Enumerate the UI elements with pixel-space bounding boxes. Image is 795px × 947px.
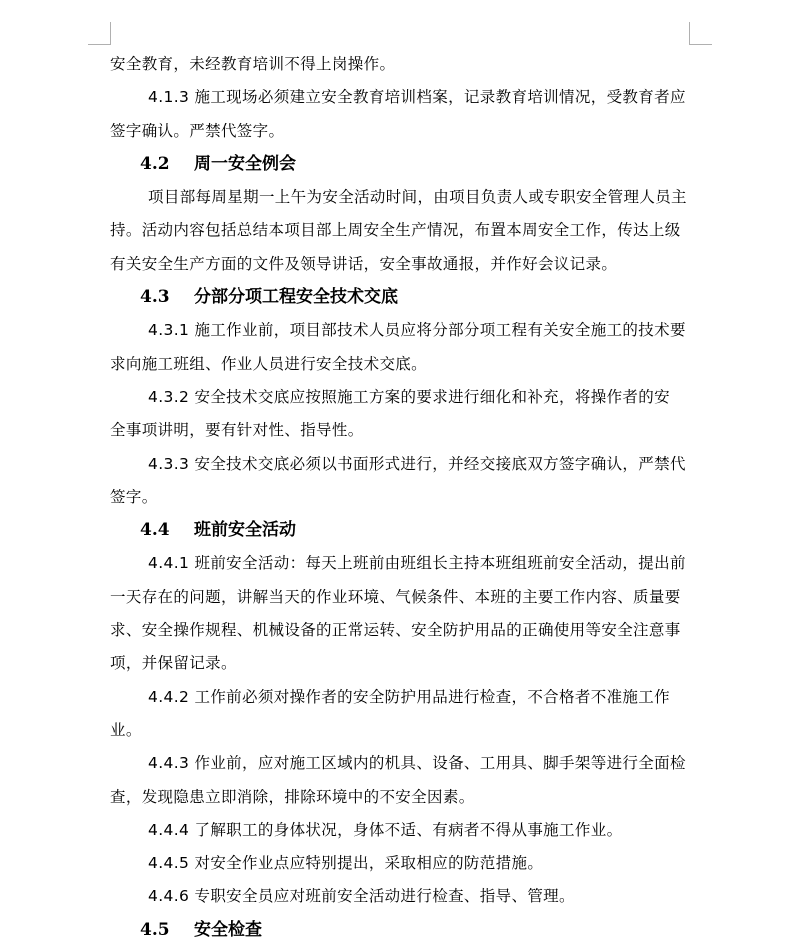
section-title: 安全检查 bbox=[194, 919, 262, 940]
crop-mark-top-right bbox=[689, 22, 712, 45]
paragraph-line: 安全教育，未经教育培训不得上岗操作。 bbox=[110, 55, 396, 73]
section-title: 班前安全活动 bbox=[194, 520, 296, 541]
paragraph-line: 签字确认。严禁代签字。 bbox=[110, 121, 285, 140]
section-title: 周一安全例会 bbox=[194, 153, 296, 174]
paragraph-line: 业。 bbox=[110, 720, 142, 739]
crop-mark-top-left bbox=[88, 22, 111, 45]
document-page bbox=[110, 48, 690, 947]
section-heading bbox=[110, 281, 690, 314]
section-number: 4.4 bbox=[140, 520, 170, 541]
paragraph-first-line: 4.1.3 施工现场必须建立安全教育培训档案，记录教育培训情况，受教育者应 bbox=[148, 88, 686, 107]
paragraph-line: 求向施工班组、作业人员进行安全技术交底。 bbox=[110, 354, 428, 373]
paragraph-line: 持。活动内容包括总结本项目部上周安全生产情况，布置本周安全工作，传达上级 bbox=[110, 221, 681, 240]
paragraph-first-line: 4.3.3 安全技术交底必须以书面形式进行，并经交接底双方签字确认，严禁代 bbox=[148, 454, 686, 473]
section-number: 4.2 bbox=[140, 153, 170, 174]
paragraph-first-line: 4.4.5 对安全作业点应特别提出，采取相应的防范措施。 bbox=[148, 854, 544, 873]
paragraph-line: 求、安全操作规程、机械设备的正常运转、安全防护用品的正确使用等安全注意事 bbox=[110, 621, 681, 640]
paragraph-line: 一天存在的问题，讲解当天的作业环境、气候条件、本班的主要工作内容、质量要 bbox=[110, 587, 681, 606]
section-heading bbox=[110, 514, 690, 547]
section-number: 4.3 bbox=[140, 287, 170, 308]
paragraph-first-line: 4.3.1 施工作业前，项目部技术人员应将分部分项工程有关安全施工的技术要 bbox=[148, 321, 686, 340]
paragraph-first-line: 4.3.2 安全技术交底应按照施工方案的要求进行细化和补充，将操作者的安 bbox=[148, 387, 670, 406]
paragraph-line: 项，并保留记录。 bbox=[110, 654, 237, 673]
paragraph-line: 签字。 bbox=[110, 487, 158, 506]
paragraph-first-line: 4.4.3 作业前，应对施工区域内的机具、设备、工用具、脚手架等进行全面检 bbox=[148, 754, 686, 773]
section-heading bbox=[110, 148, 690, 181]
paragraph-first-line: 4.4.1 班前安全活动：每天上班前由班组长主持本班组班前安全活动，提出前 bbox=[148, 554, 686, 573]
section-title: 分部分项工程安全技术交底 bbox=[194, 287, 398, 308]
paragraph-line: 查，发现隐患立即消除，排除环境中的不安全因素。 bbox=[110, 787, 475, 806]
section-heading bbox=[110, 914, 690, 947]
paragraph-line: 全事项讲明，要有针对性、指导性。 bbox=[110, 421, 364, 440]
paragraph-first-line: 项目部每周星期一上午为安全活动时间，由项目负责人或专职安全管理人员主 bbox=[148, 188, 687, 207]
paragraph-first-line: 4.4.2 工作前必须对操作者的安全防护用品进行检查，不合格者不准施工作 bbox=[148, 687, 670, 706]
paragraph-first-line: 4.4.6 专职安全员应对班前安全活动进行检查、指导、管理。 bbox=[148, 887, 575, 906]
paragraph-first-line: 4.4.4 了解职工的身体状况，身体不适、有病者不得从事施工作业。 bbox=[148, 820, 623, 839]
section-number: 4.5 bbox=[140, 919, 170, 940]
paragraph-line: 有关安全生产方面的文件及领导讲话，安全事故通报，并作好会议记录。 bbox=[110, 254, 618, 273]
